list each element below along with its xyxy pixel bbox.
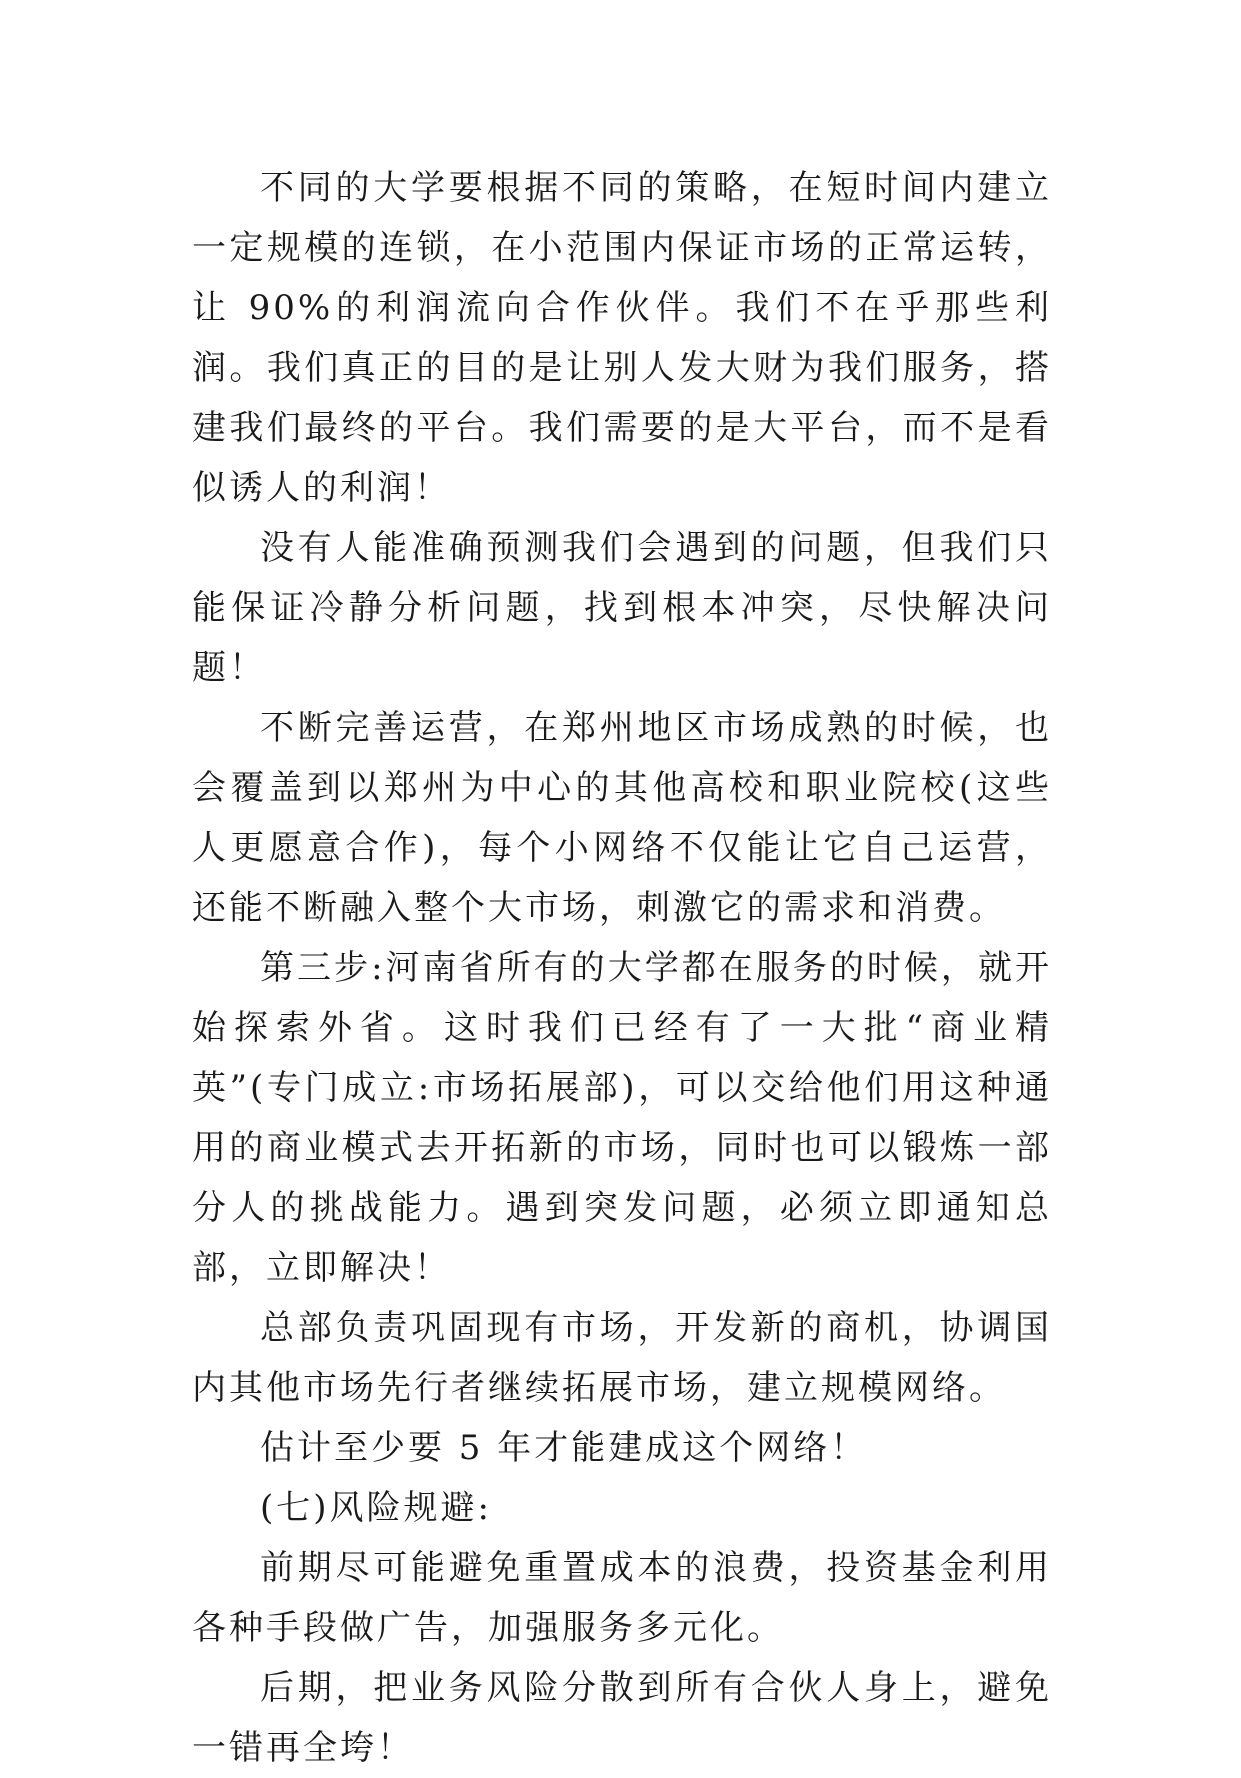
- paragraph-zhengzhou-expansion: 不断完善运营，在郑州地区市场成熟的时候，也会覆盖到以郑州为中心的其他高校和职业院校(这些人更愿意合作)，每个小网络不仅能让它自己运营，还能不断融入整个大市场，刺激它的需求和消费。: [192, 708, 1052, 928]
- paragraph-problem-solving: 没有人能准确预测我们会遇到的问题，但我们只能保证冷静分析问题，找到根本冲突，尽快解决问题！: [192, 528, 1052, 688]
- paragraph-early-risk: 前期尽可能避免重置成本的浪费，投资基金利用各种手段做广告，加强服务多元化。: [192, 1548, 1052, 1648]
- paragraph-step-three: 第三步:河南省所有的大学都在服务的时候，就开始探索外省。这时我们已经有了一大批“商业精英”(专门成立:市场拓展部)，可以交给他们用这种通用的商业模式去开拓新的市场，同时也可以锻炼一部分人的挑战能力。遇到突发问题，必须立即通知总部，立即解决！: [192, 948, 1052, 1288]
- paragraph-later-risk: 后期，把业务风险分散到所有合伙人身上，避免一错再全垮！: [192, 1668, 1052, 1768]
- paragraph-timeline: 估计至少要 5 年才能建成这个网络！: [260, 1428, 868, 1468]
- paragraph-university-strategy: 不同的大学要根据不同的策略，在短时间内建立一定规模的连锁，在小范围内保证市场的正常运转，让 90%的利润流向合作伙伴。我们不在乎那些利润。我们真正的目的是让别人发大财为我们服务，搭建我们最终的平台。我们需要的是大平台，而不是看似诱人的利润！: [192, 168, 1052, 508]
- section-heading-risk: (七)风险规避:: [260, 1488, 492, 1528]
- document-body: [192, 158, 1052, 1778]
- paragraph-headquarters: 总部负责巩固现有市场，开发新的商机，协调国内其他市场先行者继续拓展市场，建立规模网络。: [192, 1308, 1052, 1408]
